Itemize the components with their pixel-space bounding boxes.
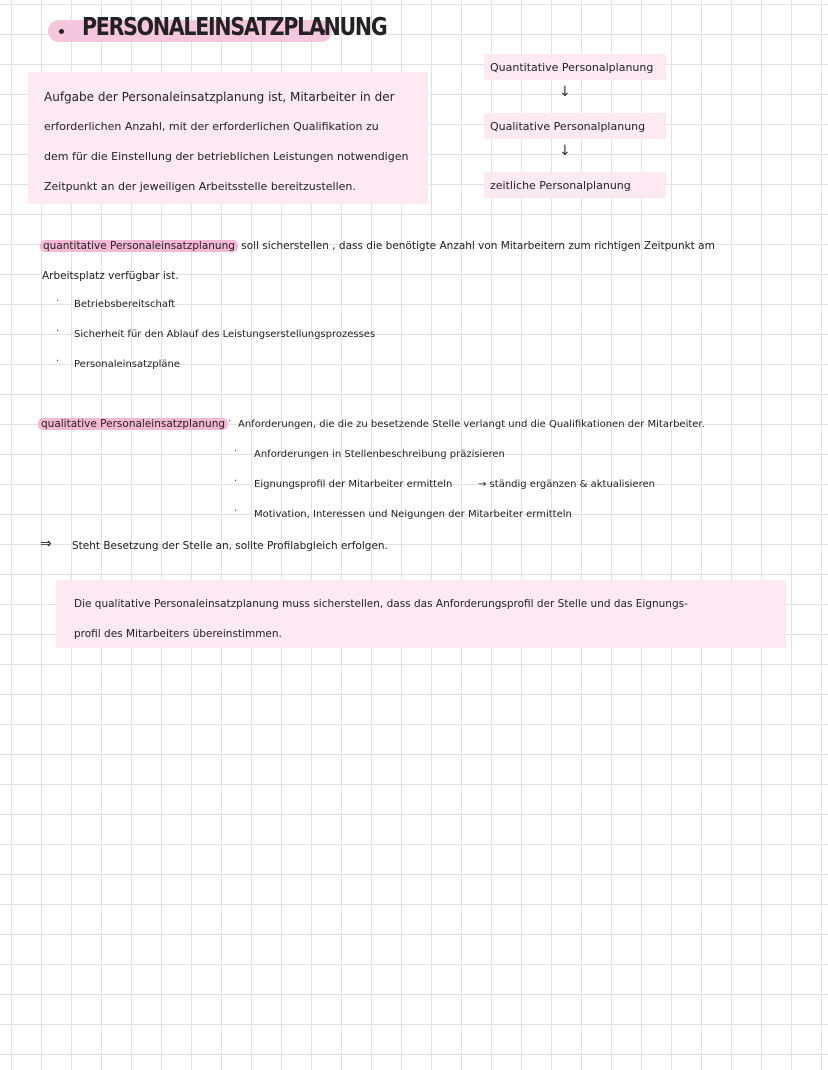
bullet-dot: · bbox=[56, 296, 60, 307]
qualitative-bullet-1: Anforderungen in Stellenbeschreibung präzisieren bbox=[254, 449, 505, 460]
flow-item-quantitative: Quantitative Personalplanung bbox=[490, 61, 654, 74]
qualitative-first-line: Anforderungen, die die zu besetzende Stelle verlangt und die Qualifikationen der Mitarbeiter. bbox=[238, 419, 705, 430]
bullet-dot: · bbox=[234, 506, 238, 517]
quantitative-bullet-2: Sicherheit für den Ablauf des Leistungserstellungsprozesses bbox=[74, 329, 376, 340]
flow-item-qualitative: Qualitative Personalplanung bbox=[490, 120, 646, 133]
quantitative-term: quantitative Personaleinsatzplanung bbox=[40, 240, 238, 252]
qualitative-bullet-2: Eignungsprofil der Mitarbeiter ermitteln bbox=[254, 479, 453, 490]
flow-arrow-down-icon: ↓ bbox=[559, 84, 571, 100]
double-arrow-icon: ⇒ bbox=[40, 536, 52, 552]
qualitative-term-wrap bbox=[38, 418, 228, 430]
bullet-dot: · bbox=[56, 356, 60, 367]
bullet-dot: · bbox=[234, 446, 238, 457]
definition-line-4: Zeitpunkt an der jeweiligen Arbeitsstelle bereitzustellen. bbox=[44, 180, 356, 193]
definition-line-2: erforderlichen Anzahl, mit der erforderlichen Qualifikation zu bbox=[44, 120, 379, 133]
bullet-dot: · bbox=[228, 416, 232, 427]
quantitative-text-1: soll sicherstellen , dass die benötigte Anzahl von Mitarbeitern zum richtigen Zeitpunkt am bbox=[241, 240, 715, 252]
qualitative-arrow-note: → ständig ergänzen & aktualisieren bbox=[478, 479, 655, 490]
note-line-1: Die qualitative Personaleinsatzplanung muss sicherstellen, dass das Anforderungsprofil der Stelle und das Eignungs- bbox=[74, 598, 688, 610]
quantitative-text-2: Arbeitsplatz verfügbar ist. bbox=[42, 270, 179, 282]
qualitative-bullet-3: Motivation, Interessen und Neigungen der Mitarbeiter ermitteln bbox=[254, 509, 572, 520]
definition-line-3: dem für die Einstellung der betrieblichen Leistungen notwendigen bbox=[44, 150, 409, 163]
quantitative-bullet-3: Personaleinsatzpläne bbox=[74, 359, 181, 370]
page-title: PERSONALEINSATZPLANUNG bbox=[82, 12, 387, 41]
flow-arrow-down-icon: ↓ bbox=[559, 143, 571, 159]
quantitative-paragraph bbox=[40, 240, 715, 252]
title-dot-left bbox=[59, 29, 64, 34]
qualitative-term: qualitative Personaleinsatzplanung bbox=[38, 418, 228, 430]
definition-line-1: Aufgabe der Personaleinsatzplanung ist, Mitarbeiter in der bbox=[44, 90, 395, 104]
quantitative-bullet-1: Betriebsbereitschaft bbox=[74, 299, 176, 310]
bullet-dot: · bbox=[234, 476, 238, 487]
conclusion-text: Steht Besetzung der Stelle an, sollte Profilabgleich erfolgen. bbox=[72, 540, 388, 552]
note-line-2: profil des Mitarbeiters übereinstimmen. bbox=[74, 628, 282, 640]
flow-item-zeitlich: zeitliche Personalplanung bbox=[490, 179, 631, 192]
bullet-dot: · bbox=[56, 326, 60, 337]
